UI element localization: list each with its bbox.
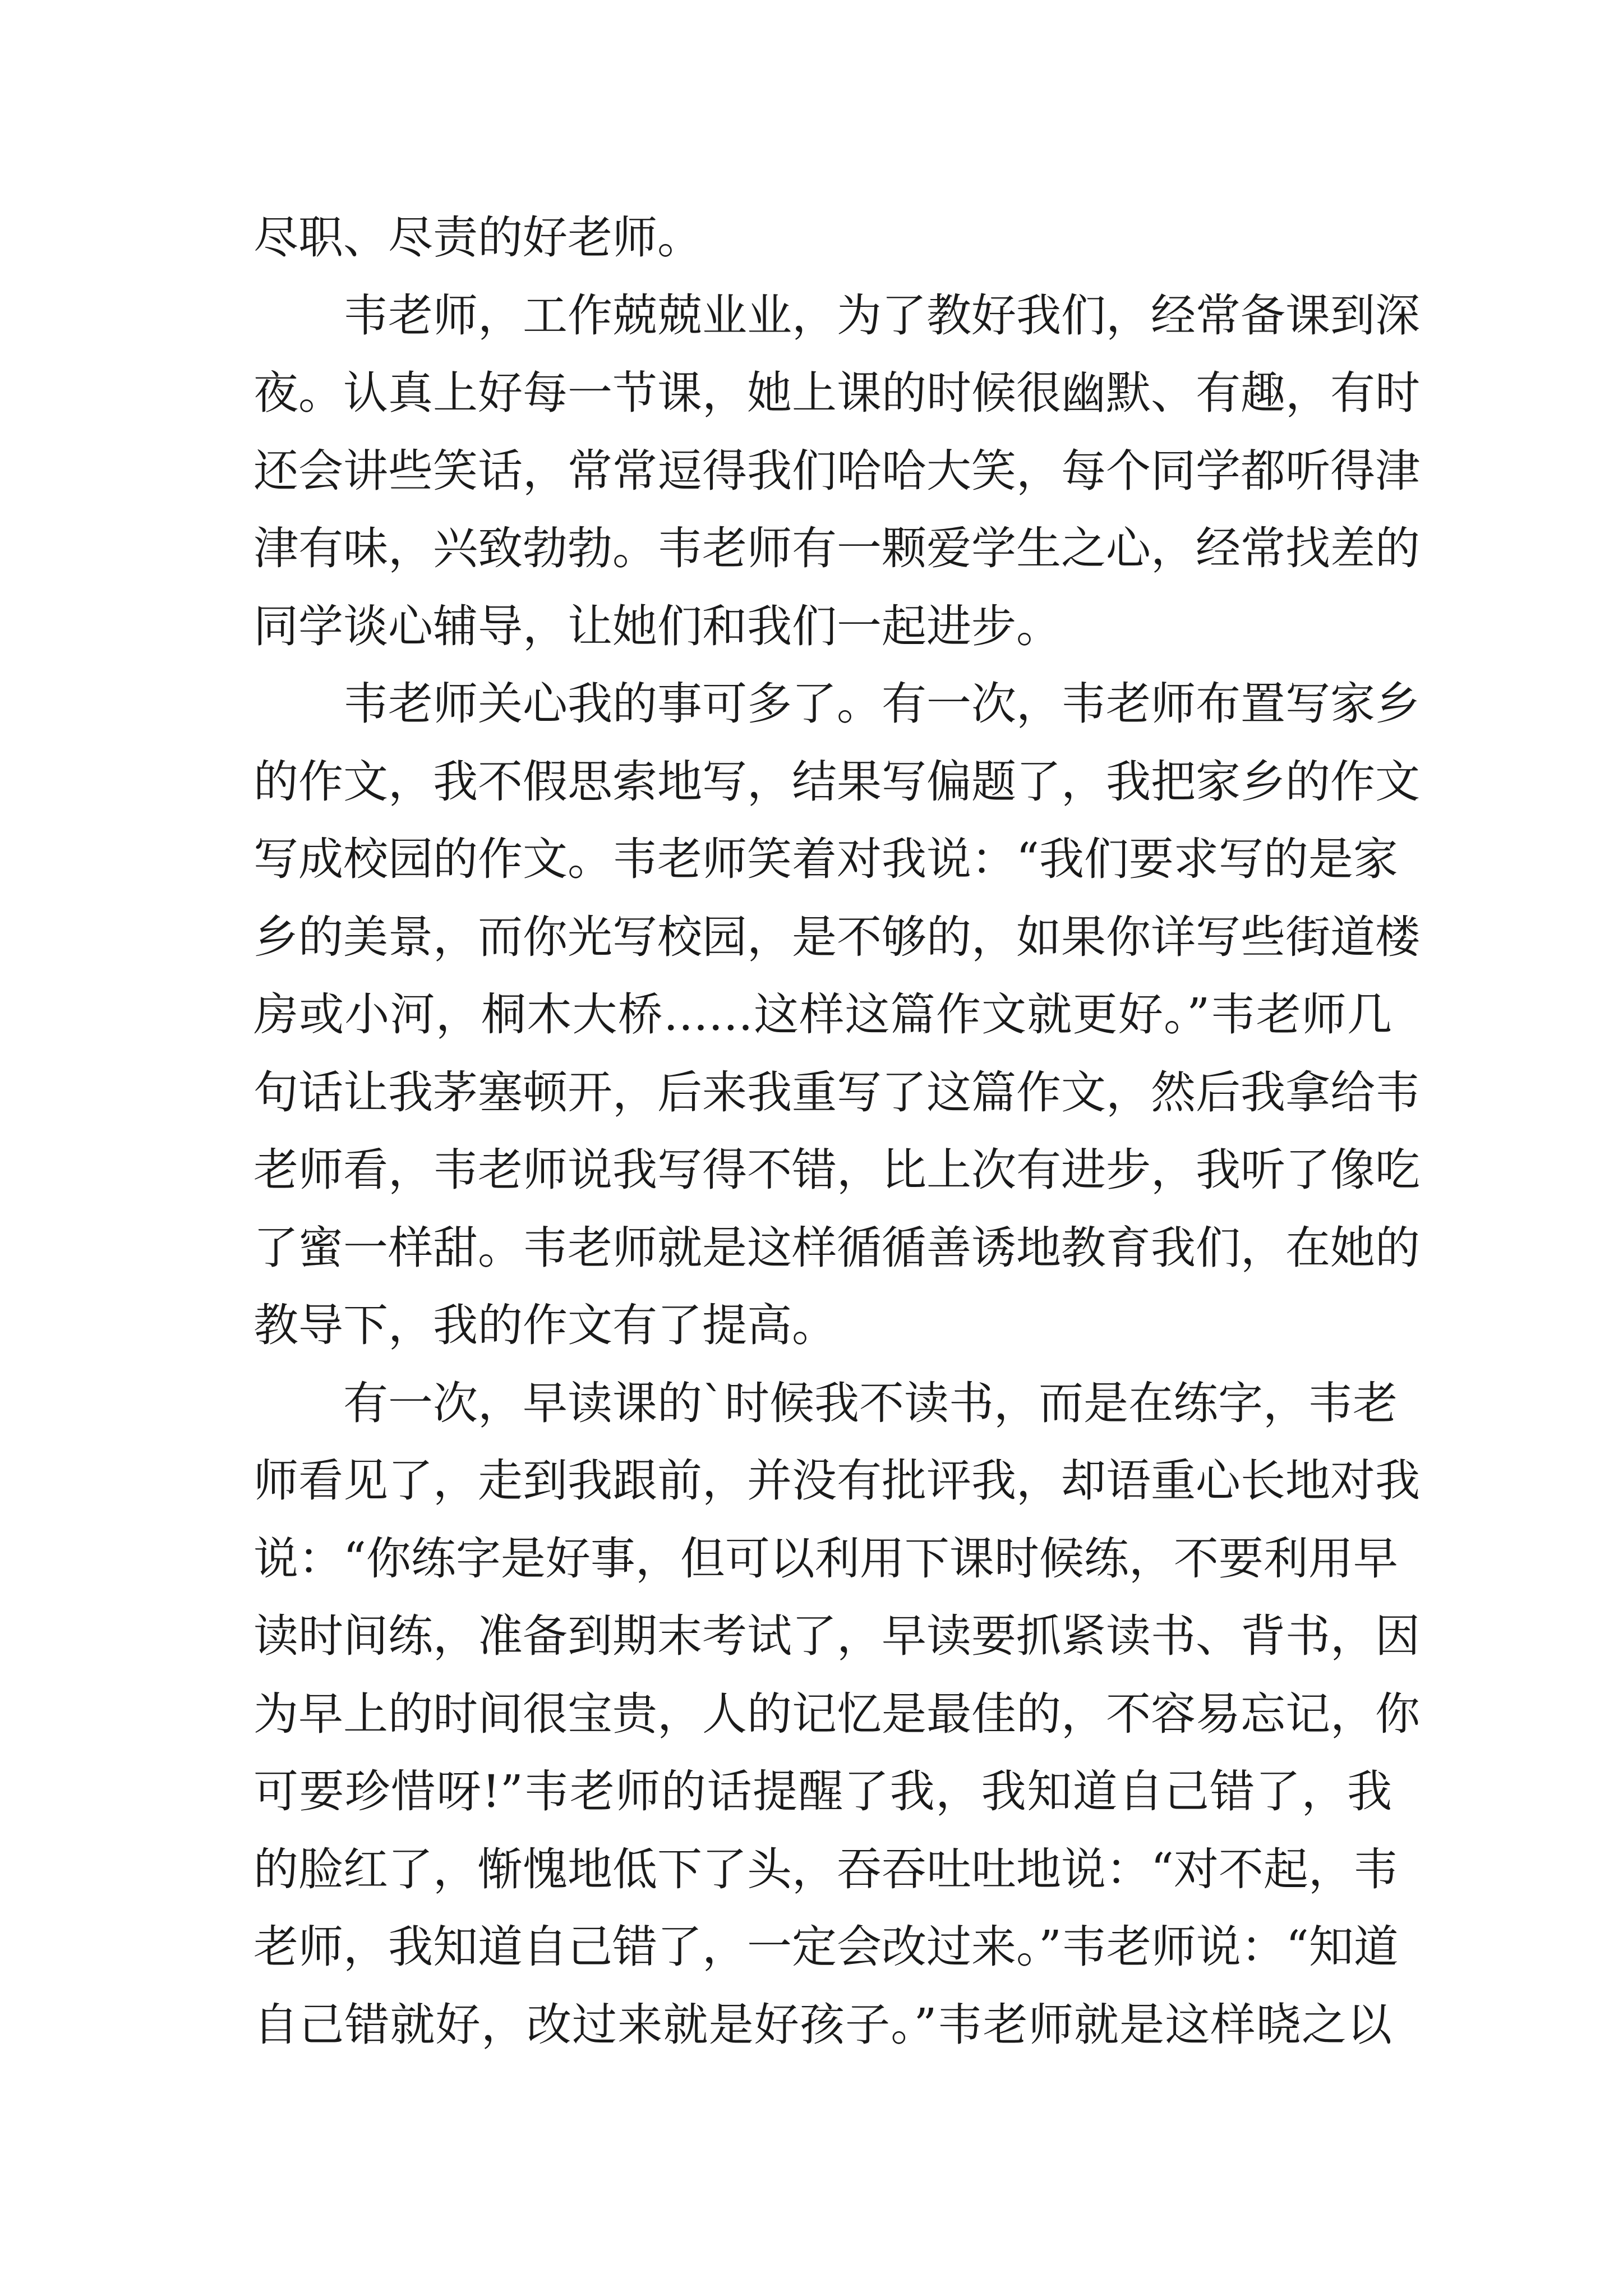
paragraph-first-line: 韦老师，工作兢兢业业，为了教好我们，经常备课到深 <box>343 289 1420 342</box>
text-line: 师看见了，走到我跟前，并没有批评我，却语重心长地对我 <box>253 1455 1420 1507</box>
text-line: 房或小河，桐木大桥……这样这篇作文就更好。”韦老师几 <box>253 988 1392 1041</box>
text-line: 的脸红了，惭愧地低下了头，吞吞吐吐地说：“对不起，韦 <box>253 1843 1398 1895</box>
text-line: 写成校园的作文。韦老师笑着对我说：“我们要求写的是家 <box>253 833 1398 885</box>
text-line: 老师，我知道自己错了，一定会改过来。”韦老师说：“知道 <box>253 1921 1399 1973</box>
text-line: 教导下，我的作文有了提高。 <box>253 1299 837 1351</box>
paragraph-first-line: 韦老师关心我的事可多了。有一次，韦老师布置写家乡 <box>343 678 1420 730</box>
essay-body <box>253 199 1420 2064</box>
text-line: 津有味，兴致勃勃。韦老师有一颗爱学生之心，经常找差的 <box>253 522 1420 574</box>
text-line: 说：“你练字是好事，但可以利用下课时候练，不要利用早 <box>253 1532 1398 1585</box>
text-line: 可要珍惜呀!”韦老师的话提醒了我，我知道自己错了，我 <box>253 1765 1392 1818</box>
text-line: 乡的美景，而你光写校园，是不够的，如果你详写些街道楼 <box>253 910 1420 963</box>
text-line: 同学谈心辅导，让她们和我们一起进步。 <box>253 600 1061 652</box>
text-line: 了蜜一样甜。韦老师就是这样循循善诱地教育我们，在她的 <box>253 1221 1420 1274</box>
text-line: 为早上的时间很宝贵，人的记忆是最佳的，不容易忘记，你 <box>253 1687 1420 1740</box>
text-line: 夜。认真上好每一节课，她上课的时候很幽默、有趣，有时 <box>253 367 1420 419</box>
paragraph-first-line: 有一次，早读课的`时候我不读书，而是在练字，韦老 <box>343 1377 1398 1429</box>
text-line: 尽职、尽责的好老师。 <box>253 211 702 264</box>
text-line: 的作文，我不假思索地写，结果写偏题了，我把家乡的作文 <box>253 755 1420 808</box>
text-line: 读时间练，准备到期末考试了，早读要抓紧读书、背书，因 <box>253 1610 1420 1662</box>
text-line: 自己错就好，改过来就是好孩子。”韦老师就是这样晓之以 <box>253 1998 1392 2051</box>
text-line: 老师看，韦老师说我写得不错，比上次有进步，我听了像吃 <box>253 1144 1420 1196</box>
text-line: 还会讲些笑话，常常逗得我们哈哈大笑，每个同学都听得津 <box>253 444 1420 497</box>
text-line: 句话让我茅塞顿开，后来我重写了这篇作文，然后我拿给韦 <box>253 1066 1420 1119</box>
